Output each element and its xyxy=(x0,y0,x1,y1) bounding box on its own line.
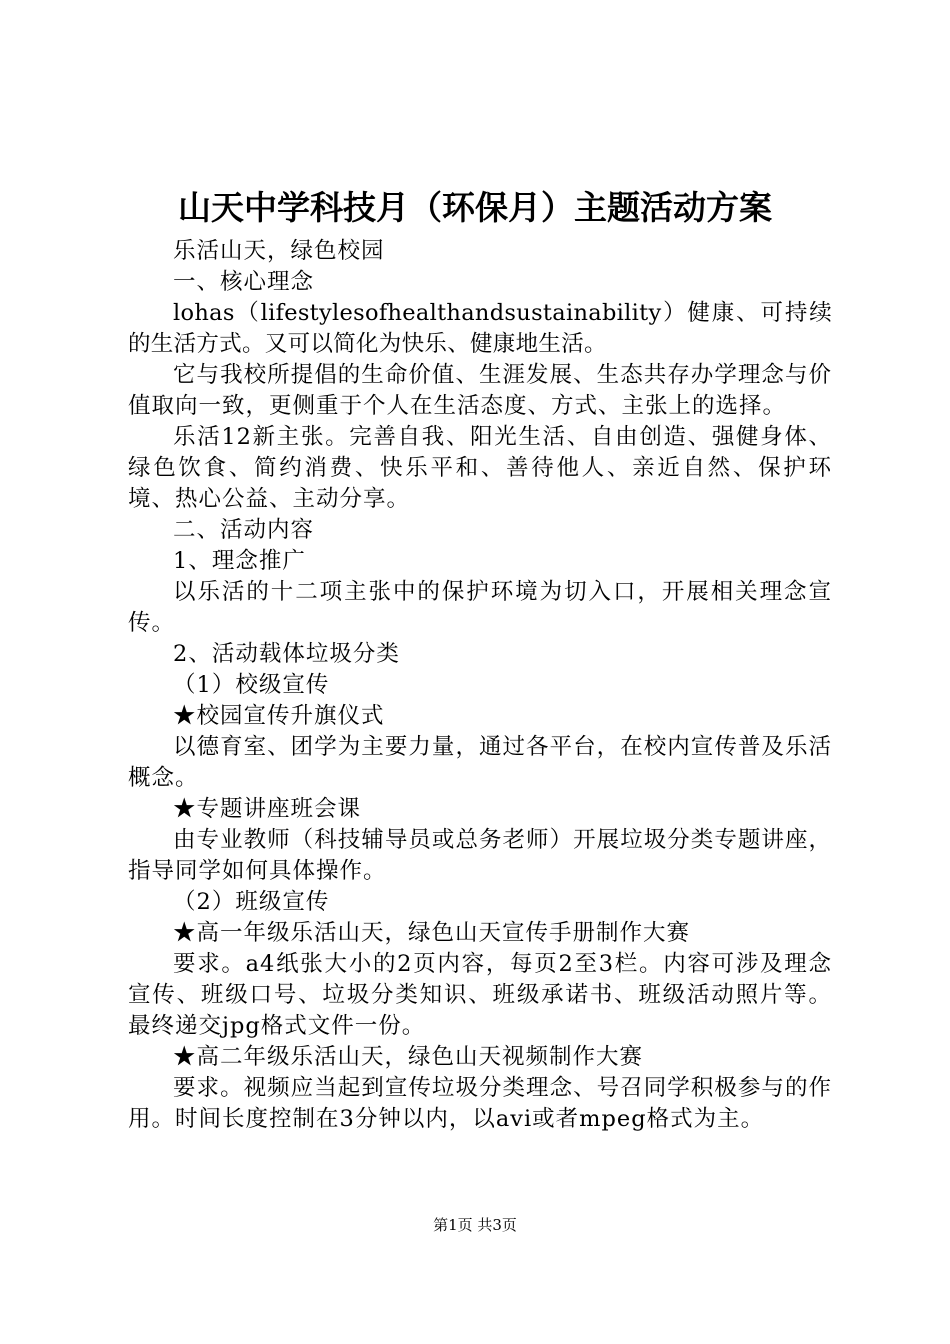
list-item-grade10-contest: ★高一年级乐活山天，绿色山天宣传手册制作大赛 xyxy=(173,920,691,946)
paragraph: 由专业教师（科技辅导员或总务老师）开展垃圾分类专题讲座，指导同学如何具体操作。 xyxy=(128,827,832,884)
heading-activity-content: 二、活动内容 xyxy=(173,517,315,543)
list-item-grade11-contest: ★高二年级乐活山天，绿色山天视频制作大赛 xyxy=(173,1044,644,1070)
paragraph: 要求。视频应当起到宣传垃圾分类理念、号召同学积极参与的作用。时间长度控制在3分钟以内，以avi或者mpeg格式为主。 xyxy=(128,1075,832,1132)
list-item-flag-ceremony: ★校园宣传升旗仪式 xyxy=(173,703,385,729)
heading-concept-promotion: 1、理念推广 xyxy=(173,548,306,574)
paragraph: 以德育室、团学为主要力量，通过各平台，在校内宣传普及乐活概念。 xyxy=(128,734,832,791)
heading-core-concept: 一、核心理念 xyxy=(173,269,315,295)
list-item-lecture: ★专题讲座班会课 xyxy=(173,796,362,822)
document-body xyxy=(128,236,832,1135)
heading-school-level: （1）校级宣传 xyxy=(173,672,330,698)
heading-activity-carrier: 2、活动载体垃圾分类 xyxy=(173,641,400,667)
paragraph: 要求。a4纸张大小的2页内容，每页2至3栏。内容可涉及理念宣传、班级口号、垃圾分类知识、班级承诺书、班级活动照片等。最终递交jpg格式文件一份。 xyxy=(128,951,832,1039)
paragraph-subtitle: 乐活山天，绿色校园 xyxy=(173,238,385,264)
document-title: 山天中学科技月（环保月）主题活动方案 xyxy=(178,188,772,227)
paragraph: lohas（lifestylesofhealthandsustainability）健康、可持续的生活方式。又可以简化为快乐、健康地生活。 xyxy=(128,300,832,357)
heading-class-level: （2）班级宣传 xyxy=(173,889,330,915)
paragraph: 乐活12新主张。完善自我、阳光生活、自由创造、强健身体、绿色饮食、简约消费、快乐平和、善待他人、亲近自然、保护环境、热心公益、主动分享。 xyxy=(128,424,832,512)
paragraph: 它与我校所提倡的生命价值、生涯发展、生态共存办学理念与价值取向一致，更侧重于个人在生活态度、方式、主张上的选择。 xyxy=(128,362,832,419)
page-number: 第1页 共3页 xyxy=(433,1216,517,1234)
paragraph: 以乐活的十二项主张中的保护环境为切入口，开展相关理念宣传。 xyxy=(128,579,832,636)
